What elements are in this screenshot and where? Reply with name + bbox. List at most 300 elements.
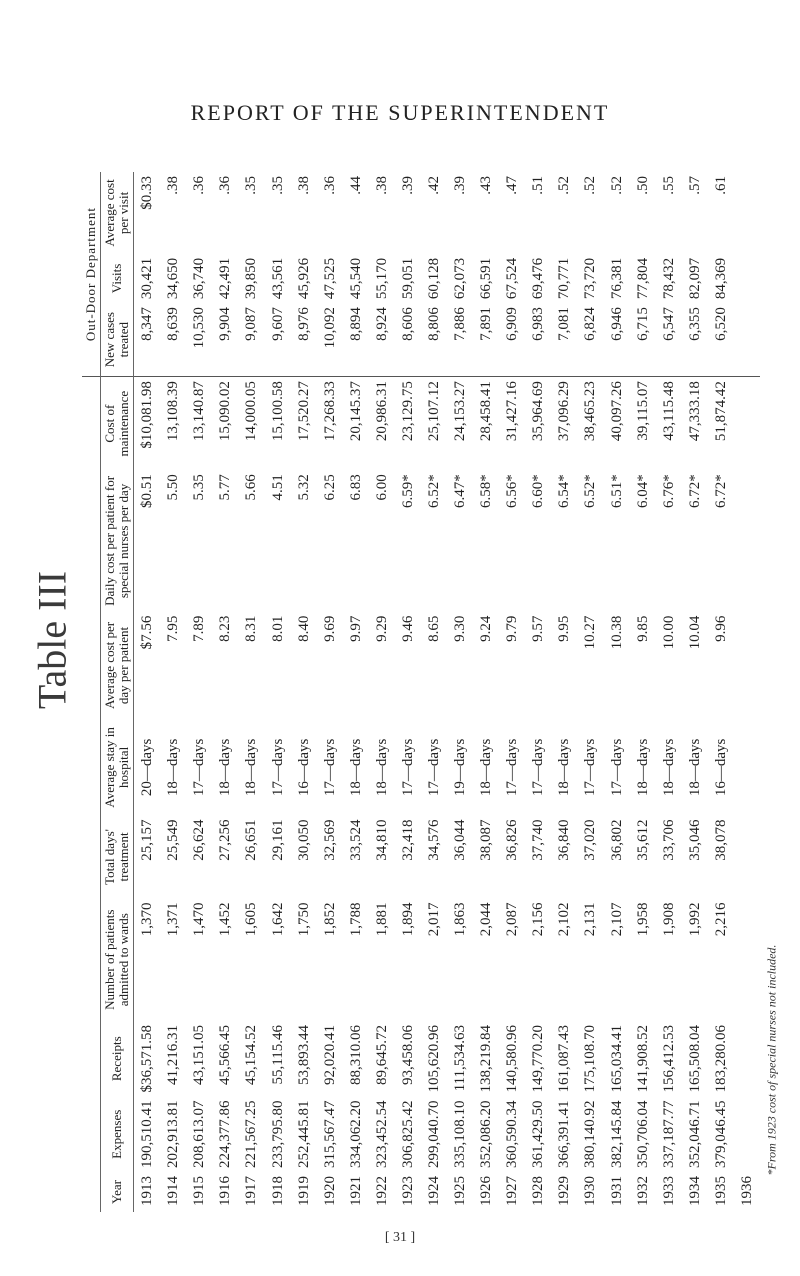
- cell-special: $0.51: [139, 474, 156, 508]
- cell-visits: 59,051: [399, 257, 416, 300]
- table-row: [317, 172, 343, 1212]
- cell-year: 1932: [634, 1176, 651, 1206]
- cell-new-cases: 8,606: [395, 303, 421, 377]
- cell-maintenance: 20,986.31: [373, 381, 390, 442]
- table-row: [630, 172, 656, 1212]
- cell-visit-cost: .50: [634, 176, 651, 195]
- cell-year: 1915: [191, 1176, 208, 1206]
- cell-admitted: 1,605: [243, 902, 260, 937]
- cell-visits: 62,073: [452, 257, 469, 300]
- cell-expenses: 382,145.84: [608, 1100, 625, 1168]
- cell-days: 25,157: [139, 819, 156, 861]
- cell-expenses: 224,377.86: [217, 1100, 234, 1168]
- cell-visits: 82,097: [686, 257, 703, 300]
- cell-receipts: 105,620.96: [425, 1025, 442, 1093]
- cell-year: 1936: [738, 1176, 755, 1206]
- cell-expenses: [734, 1097, 760, 1173]
- cell-days: 33,706: [660, 819, 677, 861]
- cell-receipts: 41,216.31: [165, 1025, 182, 1085]
- cell-receipts: 92,020.41: [321, 1025, 338, 1085]
- table-row: [447, 172, 473, 1212]
- cell-receipts: 89,645.72: [373, 1025, 390, 1085]
- table-row: [499, 172, 525, 1212]
- cell-year: 1924: [425, 1176, 442, 1206]
- cell-new-cases: [734, 303, 760, 377]
- cell-year: 1925: [452, 1176, 469, 1206]
- cell-cost-day: 8.40: [295, 615, 312, 642]
- cell-days: 34,576: [425, 819, 442, 861]
- cell-cost-day: 8.65: [425, 615, 442, 642]
- cell-expenses: 233,795.80: [269, 1100, 286, 1168]
- header-spacer: [82, 377, 101, 1212]
- table-label: Table III: [29, 570, 75, 710]
- cell-visit-cost: .38: [373, 176, 390, 195]
- cell-stay: 17—days: [425, 738, 442, 797]
- cell-year: 1931: [608, 1176, 625, 1206]
- table-row: [604, 172, 630, 1212]
- cell-new-cases: 8,639: [160, 303, 186, 377]
- cell-new-cases: 6,983: [525, 303, 551, 377]
- cell-new-cases: 6,909: [499, 303, 525, 377]
- cell-expenses: 337,187.77: [660, 1100, 677, 1168]
- cell-special: 6.56*: [504, 474, 521, 508]
- cell-maintenance: 15,100.58: [269, 381, 286, 442]
- cell-visits: 43,561: [269, 257, 286, 300]
- cell-year: 1935: [712, 1176, 729, 1206]
- cell-visit-cost: $0.33: [139, 176, 156, 210]
- cell-maintenance: 43,115.48: [660, 381, 677, 441]
- cell-receipts: 141,908.52: [634, 1025, 651, 1093]
- cell-admitted: 1,642: [269, 902, 286, 937]
- cell-admitted: 1,470: [191, 902, 208, 937]
- cell-special: 6.00: [373, 474, 390, 501]
- cell-admitted: 2,017: [425, 902, 442, 937]
- cell-special: 6.04*: [634, 474, 651, 508]
- table-row: [525, 172, 551, 1212]
- cell-visit-cost: .35: [243, 176, 260, 195]
- cell-stay: 17—days: [608, 738, 625, 797]
- cell-year: 1926: [478, 1176, 495, 1206]
- cell-cost-day: 9.69: [321, 615, 338, 642]
- cell-expenses: 335,108.10: [452, 1100, 469, 1168]
- table-row: [291, 172, 317, 1212]
- cell-maintenance: 13,140.87: [191, 381, 208, 442]
- cell-expenses: 252,445.81: [295, 1100, 312, 1168]
- cell-expenses: 202,913.81: [165, 1100, 182, 1168]
- cell-receipts: 183,280.06: [712, 1025, 729, 1093]
- cell-new-cases: 6,547: [656, 303, 682, 377]
- cell-special: 6.72*: [686, 474, 703, 508]
- cell-cost-day: 9.97: [347, 615, 364, 642]
- cell-maintenance: 17,520.27: [295, 381, 312, 442]
- cell-days: 29,161: [269, 819, 286, 861]
- cell-new-cases: 6,824: [577, 303, 603, 377]
- cell-stay: 18—days: [373, 738, 390, 797]
- cell-expenses: 190,510.41: [139, 1100, 156, 1168]
- cell-receipts: 45,154.52: [243, 1025, 260, 1085]
- cell-cost-day: 9.95: [556, 615, 573, 642]
- cell-admitted: 1,452: [217, 902, 234, 937]
- cell-new-cases: 9,607: [264, 303, 290, 377]
- cell-visit-cost: .52: [608, 176, 625, 195]
- cell-stay: 18—days: [243, 738, 260, 797]
- cell-cost-day: 7.95: [165, 615, 182, 642]
- cell-new-cases: 8,347: [134, 303, 161, 377]
- cell-special: 5.32: [295, 474, 312, 501]
- cell-cost-day: 9.96: [712, 615, 729, 642]
- cell-days: 33,524: [347, 819, 364, 861]
- cell-visits: 36,740: [191, 257, 208, 300]
- cell-maintenance: $10,081.98: [139, 381, 156, 449]
- cell-year: 1919: [295, 1176, 312, 1206]
- cell-stay: 17—days: [582, 738, 599, 797]
- cell-days: 30,050: [295, 819, 312, 861]
- cell-special: 6.76*: [660, 474, 677, 508]
- cell-special: 6.58*: [478, 474, 495, 508]
- cell-stay: 18—days: [686, 738, 703, 797]
- cell-admitted: 2,156: [530, 902, 547, 937]
- cell-receipts: 45,566.45: [217, 1025, 234, 1085]
- cell-days: 37,740: [530, 819, 547, 861]
- cell-admitted: 2,087: [504, 902, 521, 937]
- col-header-new-cases: New cases treated: [101, 303, 134, 377]
- out-door-group-header: Out-Door Department: [82, 172, 101, 377]
- cell-days: 36,802: [608, 819, 625, 861]
- cell-days: 32,418: [399, 819, 416, 861]
- cell-admitted: 1,370: [139, 902, 156, 937]
- cell-cost-day: $7.56: [139, 615, 156, 650]
- cell-special: 6.72*: [712, 474, 729, 508]
- cell-maintenance: 40,097.26: [608, 381, 625, 442]
- cell-days: 26,624: [191, 819, 208, 861]
- cell-expenses: 366,391.41: [556, 1100, 573, 1168]
- cell-cost-day: 9.79: [504, 615, 521, 642]
- cell-days: 26,651: [243, 819, 260, 861]
- cell-stay: 17—days: [530, 738, 547, 797]
- cell-visits: 66,591: [478, 257, 495, 300]
- cell-visits: [734, 254, 760, 303]
- cell-visits: 69,476: [530, 257, 547, 300]
- cell-receipts: 138,219.84: [478, 1025, 495, 1093]
- cell-expenses: 350,706.04: [634, 1100, 651, 1168]
- cell-new-cases: 10,092: [317, 303, 343, 377]
- cell-cost-day: 10.38: [608, 615, 625, 650]
- cell-visits: 55,170: [373, 257, 390, 300]
- cell-receipts: 43,151.05: [191, 1025, 208, 1085]
- cell-maintenance: [734, 377, 760, 471]
- cell-stay: 18—days: [556, 738, 573, 797]
- table-row: [160, 172, 186, 1212]
- cell-special: 6.51*: [608, 474, 625, 508]
- cell-special: 4.51: [269, 474, 286, 501]
- cell-expenses: 299,040.70: [425, 1100, 442, 1168]
- cell-maintenance: 51,874.42: [712, 381, 729, 442]
- cell-visits: 77,804: [634, 257, 651, 300]
- cell-days: 37,020: [582, 819, 599, 861]
- table-row: [734, 172, 760, 1212]
- cell-visit-cost: .43: [478, 176, 495, 195]
- cell-days: 38,087: [478, 819, 495, 861]
- cell-visits: 67,524: [504, 257, 521, 300]
- col-header-visits: Visits: [101, 254, 134, 303]
- cell-visits: 78,432: [660, 257, 677, 300]
- table-row: [473, 172, 499, 1212]
- cell-visits: 47,525: [321, 257, 338, 300]
- cell-admitted: 1,908: [660, 902, 677, 937]
- cell-maintenance: 14,000.05: [243, 381, 260, 442]
- cell-maintenance: 47,333.18: [686, 381, 703, 442]
- table-row: [264, 172, 290, 1212]
- cell-special: 6.52*: [582, 474, 599, 508]
- table-body: [134, 172, 761, 1212]
- cell-admitted: 2,107: [608, 902, 625, 937]
- cell-special: [734, 470, 760, 611]
- cell-stay: 17—days: [504, 738, 521, 797]
- table-row: [238, 172, 264, 1212]
- cell-visits: 39,850: [243, 257, 260, 300]
- cell-cost-day: 10.27: [582, 615, 599, 650]
- cell-cost-day: 8.01: [269, 615, 286, 642]
- cell-admitted: 1,371: [165, 902, 182, 937]
- cell-days: 36,840: [556, 819, 573, 861]
- col-header-admitted: Number of patients admitted to wards: [101, 898, 134, 1021]
- cell-receipts: 165,034.41: [608, 1025, 625, 1093]
- cell-year: 1918: [269, 1176, 286, 1206]
- cell-admitted: 2,216: [712, 902, 729, 937]
- col-header-visit-cost: Average cost per visit: [101, 172, 134, 254]
- cell-visits: 60,128: [425, 257, 442, 300]
- cell-expenses: 360,590.34: [504, 1100, 521, 1168]
- cell-new-cases: 6,946: [604, 303, 630, 377]
- cell-receipts: 161,087.43: [556, 1025, 573, 1093]
- cell-maintenance: 23,129.75: [399, 381, 416, 442]
- cell-stay: 17—days: [399, 738, 416, 797]
- cell-special: 6.54*: [556, 474, 573, 508]
- page-title: REPORT OF THE SUPERINTENDENT: [190, 100, 610, 125]
- cell-cost-day: 9.57: [530, 615, 547, 642]
- cell-visit-cost: .38: [295, 176, 312, 195]
- cell-admitted: 1,863: [452, 902, 469, 937]
- cell-special: 5.35: [191, 474, 208, 501]
- cell-new-cases: 8,894: [343, 303, 369, 377]
- cell-year: 1929: [556, 1176, 573, 1206]
- cell-stay: 18—days: [347, 738, 364, 797]
- cell-cost-day: 9.24: [478, 615, 495, 642]
- rotated-table-wrapper: [82, 172, 760, 1212]
- cell-receipts: 93,458.06: [399, 1025, 416, 1085]
- cell-cost-day: 8.23: [217, 615, 234, 642]
- cell-expenses: 208,613.07: [191, 1100, 208, 1168]
- table-row: [186, 172, 212, 1212]
- cell-admitted: 2,102: [556, 902, 573, 937]
- cell-expenses: 352,086.20: [478, 1100, 495, 1168]
- cell-stay: 20—days: [139, 738, 156, 797]
- cell-year: 1913: [139, 1176, 156, 1206]
- cell-cost-day: [734, 612, 760, 720]
- cell-year: 1914: [165, 1176, 182, 1206]
- cell-new-cases: 6,715: [630, 303, 656, 377]
- cell-receipts: 140,580.96: [504, 1025, 521, 1093]
- cell-expenses: 221,567.25: [243, 1100, 260, 1168]
- cell-special: 6.83: [347, 474, 364, 501]
- table-row: [708, 172, 734, 1212]
- cell-year: 1933: [660, 1176, 677, 1206]
- table-row: [551, 172, 577, 1212]
- cell-visits: 73,720: [582, 257, 599, 300]
- cell-admitted: 1,788: [347, 902, 364, 937]
- cell-visits: 76,381: [608, 257, 625, 300]
- col-header-cost-day: Average cost per day per patient: [101, 612, 134, 720]
- cell-expenses: 306,825.42: [399, 1100, 416, 1168]
- cell-visit-cost: .51: [530, 176, 547, 195]
- col-header-days: Total days' treatment: [101, 816, 134, 899]
- cell-special: 6.25: [321, 474, 338, 501]
- cell-year: 1921: [347, 1176, 364, 1206]
- cell-receipts: 55,115.46: [269, 1025, 286, 1085]
- cell-visit-cost: .55: [660, 176, 677, 195]
- cell-expenses: 334,062.20: [347, 1100, 364, 1168]
- cell-expenses: 323,452.54: [373, 1100, 390, 1168]
- table-row: [682, 172, 708, 1212]
- col-header-year: Year: [101, 1172, 134, 1212]
- cell-receipts: 88,310.06: [347, 1025, 364, 1085]
- cell-days: 36,826: [504, 819, 521, 861]
- cell-cost-day: 8.31: [243, 615, 260, 642]
- cell-days: 38,078: [712, 819, 729, 861]
- table-row: [134, 172, 161, 1212]
- cell-new-cases: 9,087: [238, 303, 264, 377]
- rotated-table-inner: [82, 172, 760, 1212]
- cell-special: 6.59*: [399, 474, 416, 508]
- cell-maintenance: 17,268.33: [321, 381, 338, 442]
- cell-special: 5.77: [217, 474, 234, 501]
- cell-cost-day: 9.30: [452, 615, 469, 642]
- cell-visit-cost: [734, 172, 760, 254]
- cell-year: 1923: [399, 1176, 416, 1206]
- cell-stay: 16—days: [712, 738, 729, 797]
- cell-visit-cost: .57: [686, 176, 703, 195]
- cell-visits: 84,369: [712, 257, 729, 300]
- cell-special: 6.47*: [452, 474, 469, 508]
- cell-new-cases: 10,530: [186, 303, 212, 377]
- cell-stay: 19—days: [452, 738, 469, 797]
- table-row: [369, 172, 395, 1212]
- cell-days: 27,256: [217, 819, 234, 861]
- cell-stay: 18—days: [165, 738, 182, 797]
- table-row: [656, 172, 682, 1212]
- cell-cost-day: 9.46: [399, 615, 416, 642]
- cell-visits: 45,926: [295, 257, 312, 300]
- cell-expenses: 361,429.50: [530, 1100, 547, 1168]
- cell-visit-cost: .61: [712, 176, 729, 195]
- cell-stay: 18—days: [660, 738, 677, 797]
- cell-new-cases: 6,355: [682, 303, 708, 377]
- cell-maintenance: 39,115.07: [634, 381, 651, 441]
- cell-admitted: 1,852: [321, 902, 338, 937]
- cell-admitted: [734, 898, 760, 1021]
- cell-stay: 17—days: [269, 738, 286, 797]
- cell-year: 1917: [243, 1176, 260, 1206]
- cell-year: 1927: [504, 1176, 521, 1206]
- cell-visit-cost: .39: [399, 176, 416, 195]
- cell-stay: 17—days: [191, 738, 208, 797]
- cell-admitted: 1,992: [686, 902, 703, 937]
- cell-new-cases: 8,976: [291, 303, 317, 377]
- cell-visit-cost: .39: [452, 176, 469, 195]
- table-row: [421, 172, 447, 1212]
- cell-visits: 42,491: [217, 257, 234, 300]
- cell-receipts: [734, 1021, 760, 1097]
- cell-special: 6.60*: [530, 474, 547, 508]
- cell-admitted: 2,044: [478, 902, 495, 937]
- cell-stay: 17—days: [321, 738, 338, 797]
- cell-visit-cost: .35: [269, 176, 286, 195]
- cell-days: 35,046: [686, 819, 703, 861]
- cell-maintenance: 20,145.37: [347, 381, 364, 442]
- cell-year: 1928: [530, 1176, 547, 1206]
- cell-new-cases: 6,520: [708, 303, 734, 377]
- cell-stay: 18—days: [634, 738, 651, 797]
- cell-visits: 34,650: [165, 257, 182, 300]
- cell-stay: 16—days: [295, 738, 312, 797]
- col-header-maintenance: Cost of maintenance: [101, 377, 134, 471]
- cell-receipts: 111,534.63: [452, 1025, 469, 1092]
- cell-maintenance: 13,108.39: [165, 381, 182, 442]
- cell-visit-cost: .52: [556, 176, 573, 195]
- cell-new-cases: 8,806: [421, 303, 447, 377]
- cell-days: 35,612: [634, 819, 651, 861]
- cell-cost-day: 10.00: [660, 615, 677, 650]
- cell-days: 25,549: [165, 819, 182, 861]
- table-row: [343, 172, 369, 1212]
- cell-visit-cost: .52: [582, 176, 599, 195]
- table-row: [212, 172, 238, 1212]
- cell-days: [734, 816, 760, 899]
- col-header-special: Daily cost per patient for special nurses per day: [101, 470, 134, 611]
- footnote: *From 1923 cost of special nurses not included.: [764, 944, 779, 1176]
- cell-receipts: 53,893.44: [295, 1025, 312, 1085]
- cell-expenses: 380,140.92: [582, 1100, 599, 1168]
- cell-special: 5.66: [243, 474, 260, 501]
- cell-visit-cost: .44: [347, 176, 364, 195]
- cell-maintenance: 15,090.02: [217, 381, 234, 442]
- cell-expenses: 379,046.45: [712, 1100, 729, 1168]
- cell-visit-cost: .47: [504, 176, 521, 195]
- col-header-receipts: Receipts: [101, 1021, 134, 1097]
- cell-maintenance: 38,465.23: [582, 381, 599, 442]
- cell-visit-cost: .38: [165, 176, 182, 195]
- cell-maintenance: 37,096.29: [556, 381, 573, 442]
- cell-days: 32,569: [321, 819, 338, 861]
- cell-expenses: 352,046.71: [686, 1100, 703, 1168]
- cell-new-cases: 8,924: [369, 303, 395, 377]
- cell-new-cases: 9,904: [212, 303, 238, 377]
- cell-stay: [734, 719, 760, 815]
- cell-visit-cost: .36: [321, 176, 338, 195]
- cell-special: 5.50: [165, 474, 182, 501]
- col-header-stay: Average stay in hospital: [101, 719, 134, 815]
- cell-year: 1930: [582, 1176, 599, 1206]
- cell-receipts: 165,508.04: [686, 1025, 703, 1093]
- cell-cost-day: 9.29: [373, 615, 390, 642]
- page-number: [ 31 ]: [384, 1230, 416, 1245]
- table-row: [577, 172, 603, 1212]
- cell-visit-cost: .36: [217, 176, 234, 195]
- cell-admitted: 2,131: [582, 902, 599, 937]
- cell-admitted: 1,881: [373, 902, 390, 937]
- cell-visits: 45,540: [347, 257, 364, 300]
- cell-expenses: 315,567.47: [321, 1100, 338, 1168]
